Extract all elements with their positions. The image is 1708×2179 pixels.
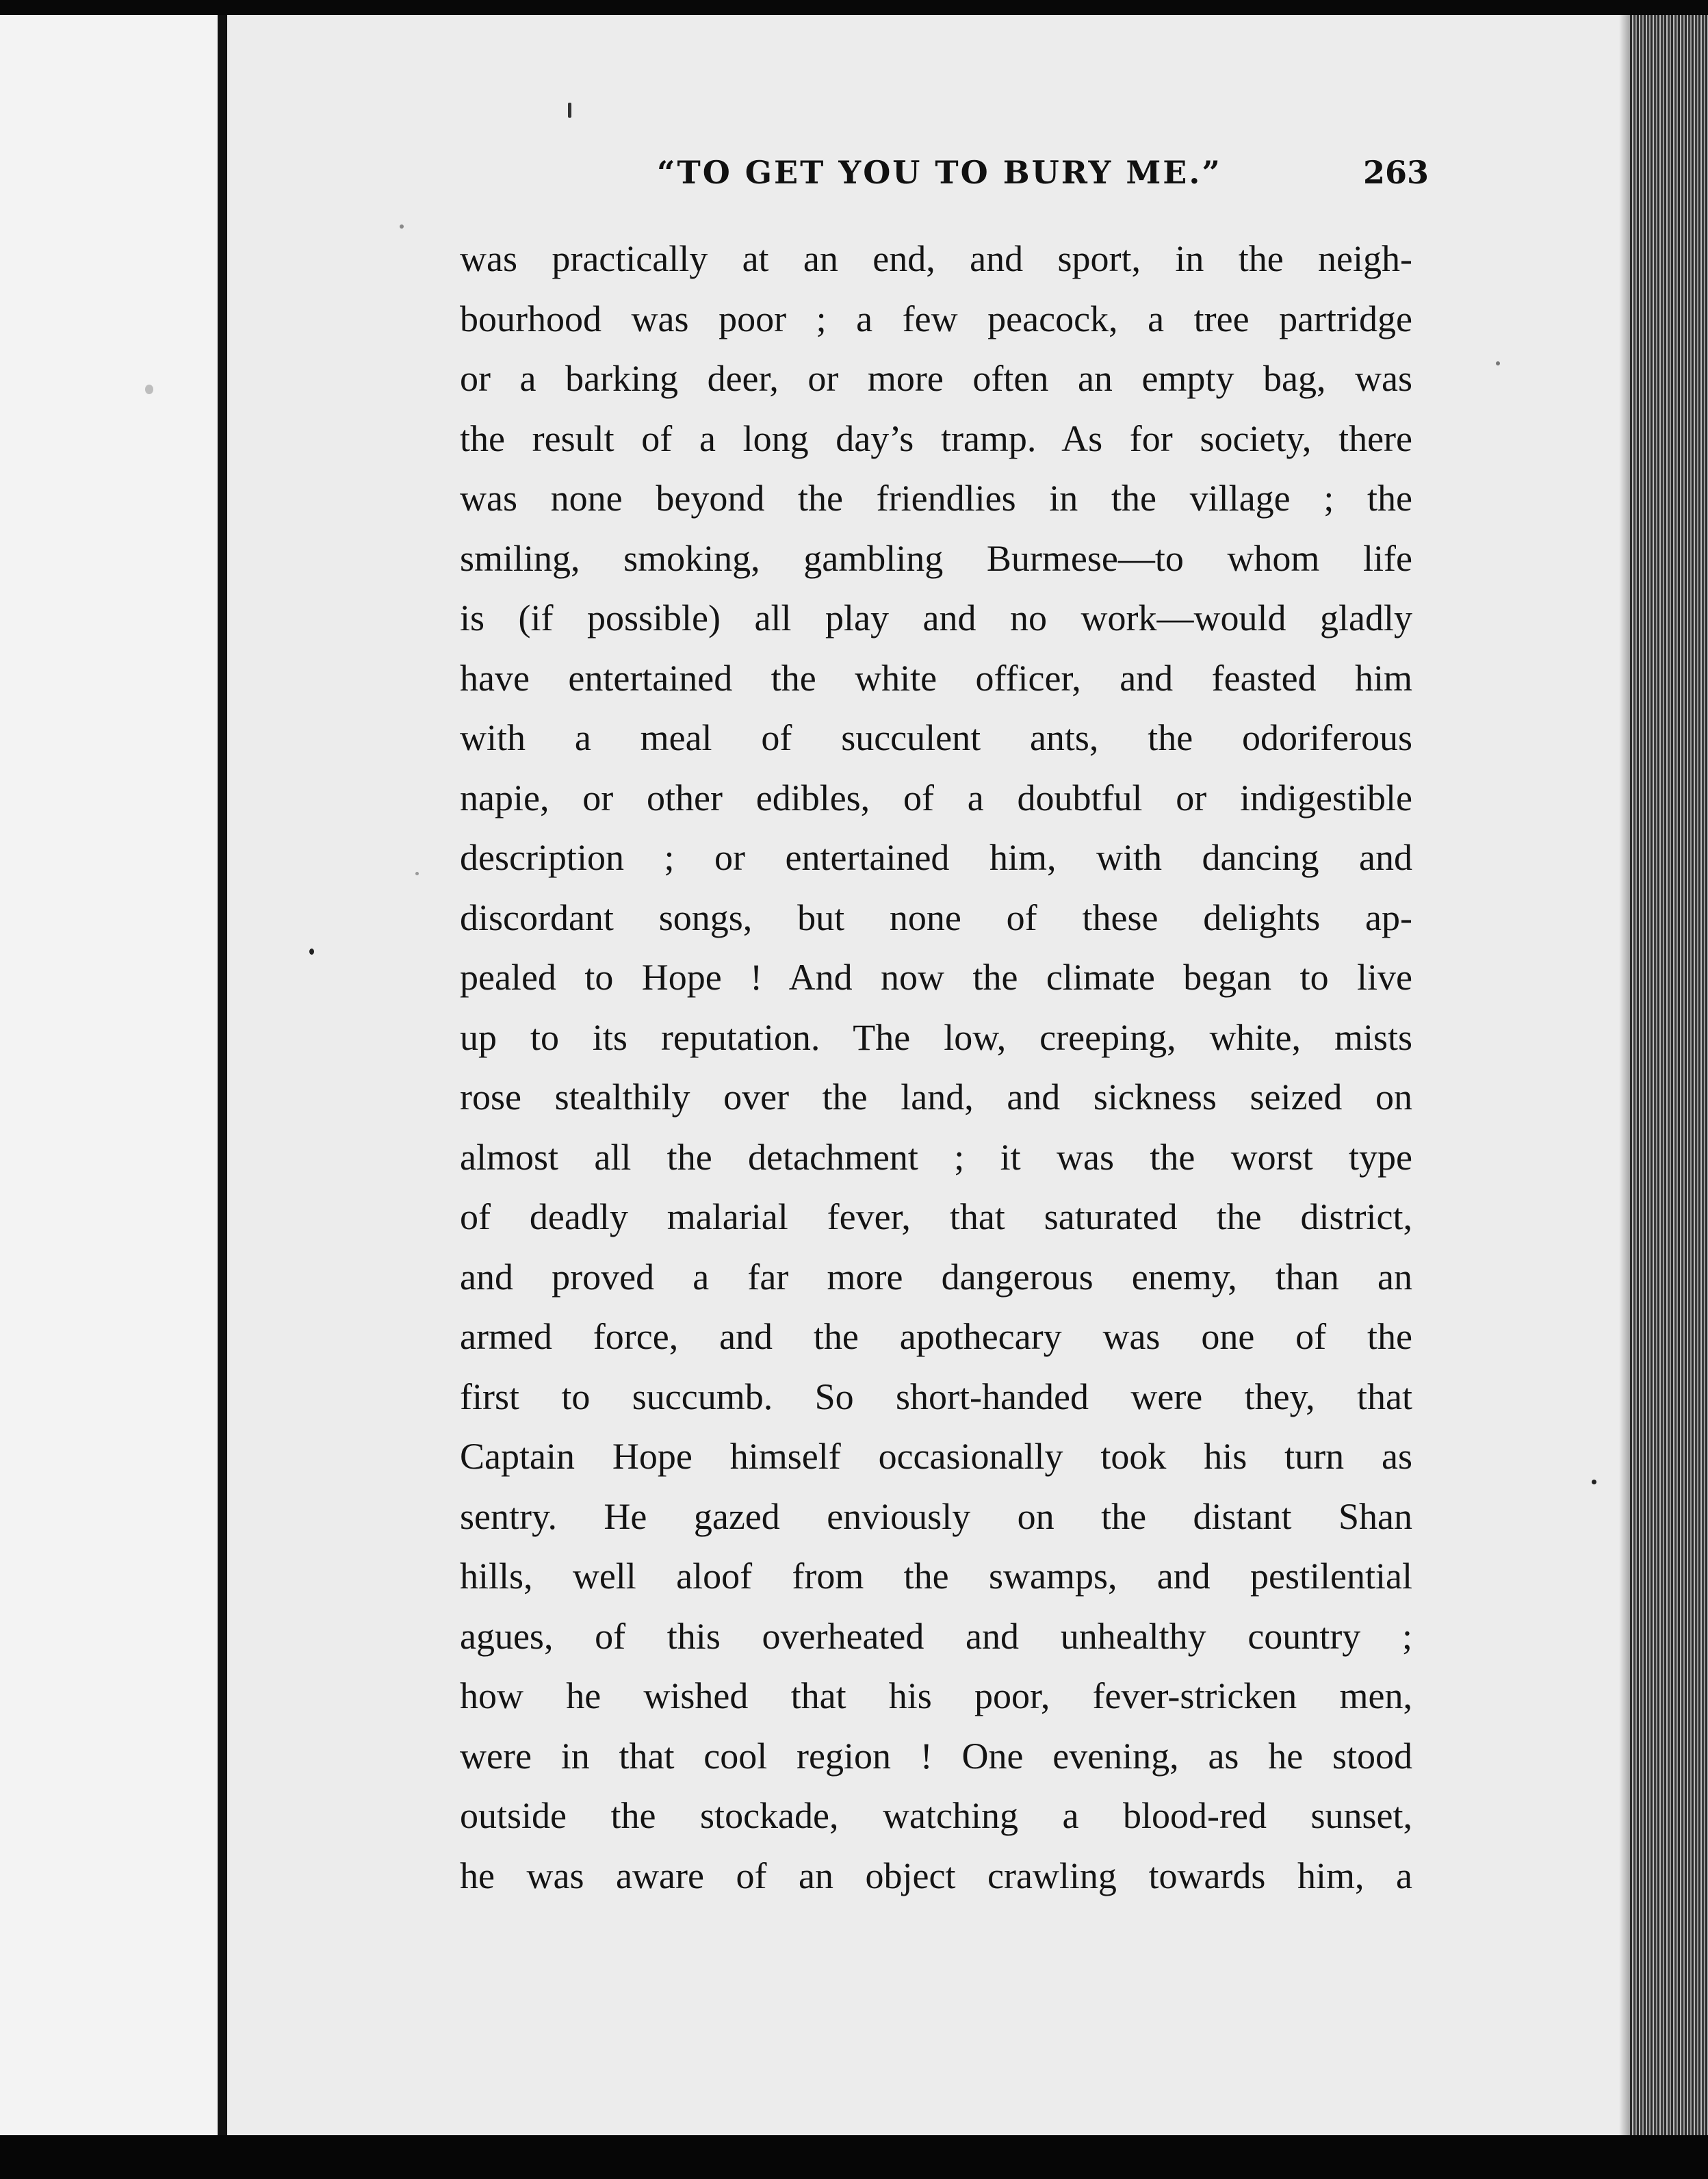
text-line: Captain Hope himself occasionally took his turn as [460, 1436, 1412, 1477]
text-line: was none beyond the friendlies in the village ; the [460, 478, 1412, 519]
text-line: and proved a far more dangerous enemy, than an [460, 1256, 1412, 1298]
running-head [657, 152, 1429, 193]
text-line: almost all the detachment ; it was the worst type [460, 1136, 1412, 1178]
body-text [460, 229, 1418, 1906]
text-line: with a meal of succulent ants, the odoriferous [460, 717, 1412, 758]
scan-bottom-border [0, 2135, 1708, 2179]
text-line: sentry. He gazed enviously on the distant Shan [460, 1495, 1412, 1537]
text-line: hills, well aloof from the swamps, and pestilential [460, 1556, 1412, 1597]
text-line: napie, or other edibles, of a doubtful or indigestible [460, 777, 1412, 818]
page-number: 263 [1363, 154, 1429, 191]
text-line: how he wished that his poor, fever-stricken men, [460, 1675, 1412, 1716]
text-line: rose stealthily over the land, and sickness seized on [460, 1076, 1412, 1118]
text-line: smiling, smoking, gambling Burmese—to whom life [460, 537, 1412, 579]
text-line: agues, of this overheated and unhealthy country ; [460, 1615, 1412, 1657]
scan-top-border [0, 0, 1708, 15]
scan-speck [400, 224, 404, 229]
text-line: description ; or entertained him, with dancing and [460, 837, 1412, 878]
page-block-edges [1630, 15, 1708, 2135]
running-head-title: “TO GET YOU TO BURY ME.” [657, 154, 1222, 191]
text-line: of deadly malarial fever, that saturated the district, [460, 1196, 1412, 1237]
text-line: he was aware of an object crawling towards him, a [460, 1855, 1412, 1896]
text-line: bourhood was poor ; a few peacock, a tree partridge [460, 298, 1412, 339]
text-line: is (if possible) all play and no work—would gladly [460, 597, 1412, 639]
text-line: first to succumb. So short-handed were they, that [460, 1376, 1412, 1417]
text-line: pealed to Hope ! And now the climate began to live [460, 957, 1412, 998]
scan-speck [1592, 1480, 1596, 1484]
text-line: outside the stockade, watching a blood-red sunset, [460, 1795, 1412, 1836]
text-line: up to its reputation. The low, creeping, white, mists [460, 1016, 1412, 1058]
left-facing-page [0, 15, 218, 2135]
scan-speck [145, 385, 153, 394]
scan-speck [415, 872, 419, 875]
text-line: was practically at an end, and sport, in the neigh- [460, 238, 1412, 279]
scan-speck [309, 949, 314, 955]
text-line: discordant songs, but none of these delights ap- [460, 897, 1412, 938]
text-line: were in that cool region ! One evening, as he stood [460, 1735, 1412, 1777]
text-line: have entertained the white officer, and feasted him [460, 657, 1412, 699]
book-gutter [218, 15, 227, 2135]
text-line: the result of a long day’s tramp. As for society, there [460, 417, 1412, 459]
text-line: armed force, and the apothecary was one of the [460, 1316, 1412, 1357]
text-line: or a barking deer, or more often an empty bag, was [460, 358, 1412, 399]
scan-speck [1496, 361, 1500, 365]
scan-speck [568, 103, 571, 118]
